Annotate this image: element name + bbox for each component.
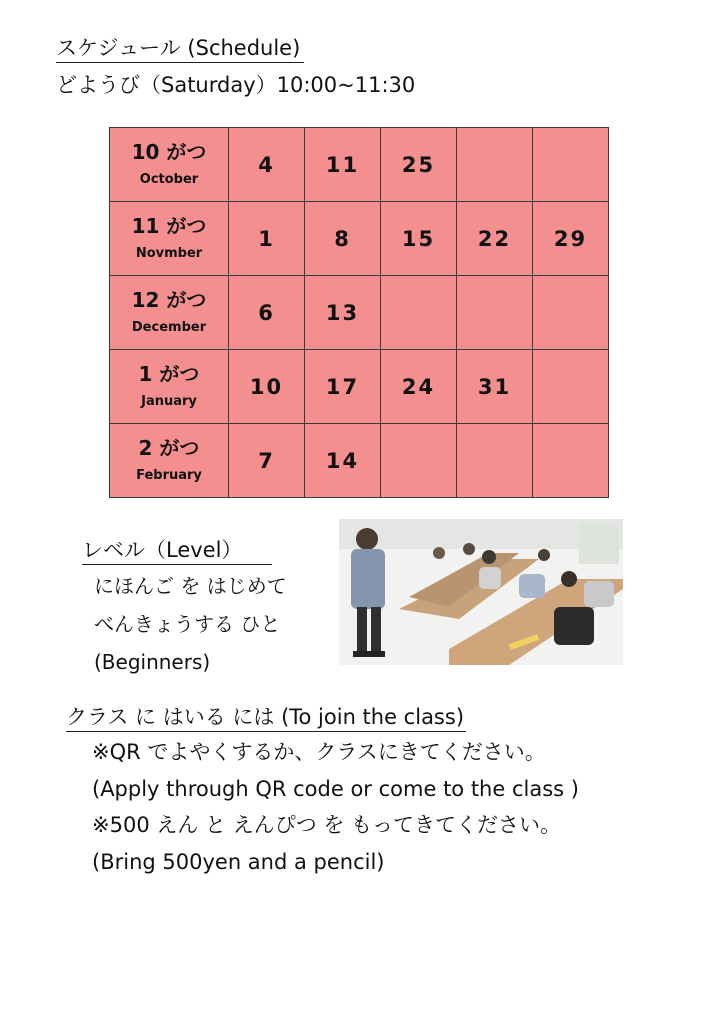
join-heading: クラス に はいる には (To join the class) [66, 703, 466, 732]
table-row [110, 276, 609, 350]
join-line: ※QR でよやくするか、クラスにきてください。 [92, 740, 546, 764]
table-row [110, 350, 609, 424]
day-cell [381, 424, 457, 498]
table-row [110, 424, 609, 498]
day-cell: 4 [229, 128, 305, 202]
day-cell: 29 [533, 202, 609, 276]
classroom-photo [339, 519, 623, 665]
month-jp: 1 がつ [138, 361, 200, 386]
level-line: べんきょうする ひと [94, 612, 281, 636]
month-en: February [136, 467, 202, 483]
month-jp: 12 がつ [131, 287, 207, 312]
day-cell: 13 [305, 276, 381, 350]
day-cell: 14 [305, 424, 381, 498]
month-jp: 10 がつ [131, 139, 207, 164]
month-jp: 2 がつ [138, 435, 200, 460]
schedule-table [109, 127, 609, 498]
day-cell [457, 276, 533, 350]
day-cell [533, 424, 609, 498]
day-cell [533, 276, 609, 350]
month-cell [110, 202, 229, 276]
day-cell: 15 [381, 202, 457, 276]
month-cell [110, 276, 229, 350]
month-cell [110, 424, 229, 498]
day-cell [533, 128, 609, 202]
day-cell: 22 [457, 202, 533, 276]
schedule-time: どようび（Saturday）10:00~11:30 [56, 73, 416, 97]
day-cell: 25 [381, 128, 457, 202]
day-cell: 6 [229, 276, 305, 350]
day-cell: 10 [229, 350, 305, 424]
day-cell [457, 128, 533, 202]
day-cell [533, 350, 609, 424]
month-jp: 11 がつ [131, 213, 207, 238]
table-row [110, 128, 609, 202]
level-line: (Beginners) [94, 650, 211, 674]
classroom-illustration [339, 519, 623, 665]
day-cell [457, 424, 533, 498]
month-cell [110, 350, 229, 424]
month-en: October [139, 171, 199, 187]
level-line: にほんご を はじめて [94, 574, 287, 598]
level-heading: レベル（Level） [82, 536, 272, 565]
join-line: (Bring 500yen and a pencil) [92, 850, 385, 874]
join-line: (Apply through QR code or come to the class ) [92, 777, 579, 801]
join-line: ※500 えん と えんぴつ を もってきてください。 [92, 813, 562, 837]
day-cell: 31 [457, 350, 533, 424]
month-cell [110, 128, 229, 202]
day-cell [381, 276, 457, 350]
month-en: December [131, 319, 207, 335]
day-cell: 1 [229, 202, 305, 276]
month-en: Novmber [135, 245, 203, 261]
day-cell: 11 [305, 128, 381, 202]
day-cell: 24 [381, 350, 457, 424]
day-cell: 8 [305, 202, 381, 276]
day-cell: 17 [305, 350, 381, 424]
day-cell: 7 [229, 424, 305, 498]
table-row [110, 202, 609, 276]
month-en: January [141, 393, 197, 409]
schedule-title: スケジュール (Schedule) [56, 34, 304, 63]
